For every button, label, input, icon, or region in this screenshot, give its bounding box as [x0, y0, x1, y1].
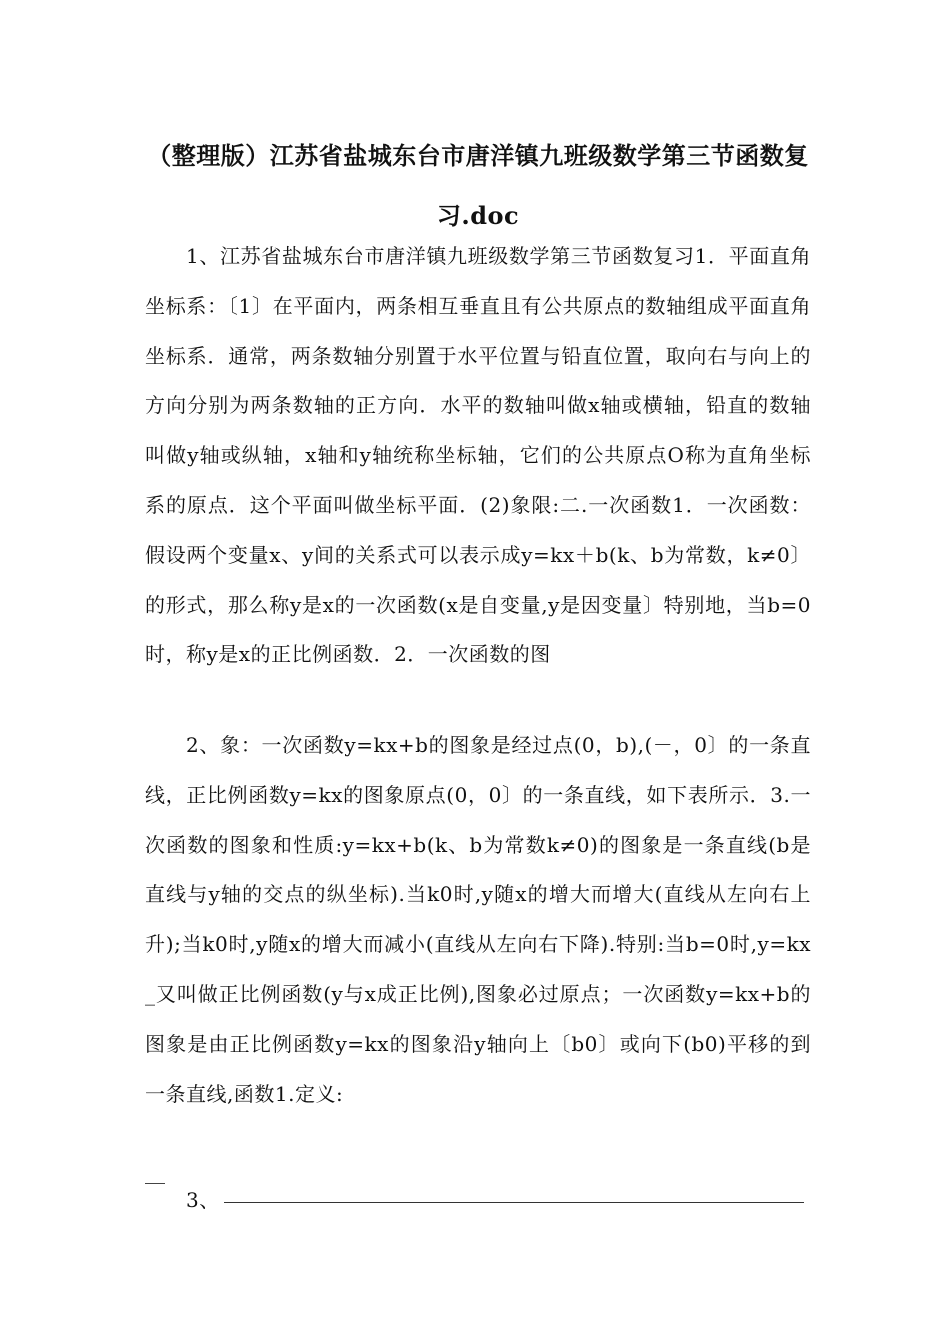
paragraph-3 — [145, 1180, 811, 1220]
fill-in-blank-line — [224, 1201, 804, 1203]
paragraph-3-number: 3、 — [186, 1188, 220, 1212]
paragraph-1: 1、江苏省盐城东台市唐洋镇九班级数学第三节函数复习1．平面直角坐标系：〔1〕在平面内，两条相互垂直且有公共原点的数轴组成平面直角坐标系．通常，两条数轴分别置于水平位置与铅直位置，取向右与向上的方向分别为两条数轴的正方向．水平的数轴叫做x轴或横轴，铅直的数轴叫做y轴或纵轴，x轴和y轴统称坐标轴，它们的公共原点O称为直角坐标系的原点．这个平面叫做坐标平面．(2)象限:二.一次函数1．一次函数：假设两个变量x、y间的关系式可以表示成y=kx＋b(k、b为常数，k≠0〕的形式，那么称y是x的一次函数(x是自变量,y是因变量〕特别地，当b=0时，称y是x的正比例函数．2．一次函数的图 — [145, 244, 811, 667]
document-title: （整理版）江苏省盐城东台市唐洋镇九班级数学第三节函数复习.doc — [147, 141, 809, 230]
paragraph-2: 2、象：一次函数y=kx+b的图象是经过点(0，b),(－，0〕的一条直线，正比例函数y=kx的图象原点(0，0〕的一条直线，如下表所示．3.一次函数的图象和性质:y=kx+b(k、b为常数k≠0)的图象是一条直线(b是直线与y轴的交点的纵坐标).当k0时,y随x的增大而增大(直线从左向右上升);当k0时,y随x的增大而减小(直线从左向右下降).特别:当b=0时,y=kx_又叫做正比例函数(y与x成正比例),图象必过原点；一次函数y=kx+b的图象是由正比例函数y=kx的图象沿y轴向上〔b0〕或向下(b0)平移的到一条直线,函数1.定义: — [145, 733, 811, 1106]
document-body — [145, 232, 811, 1184]
